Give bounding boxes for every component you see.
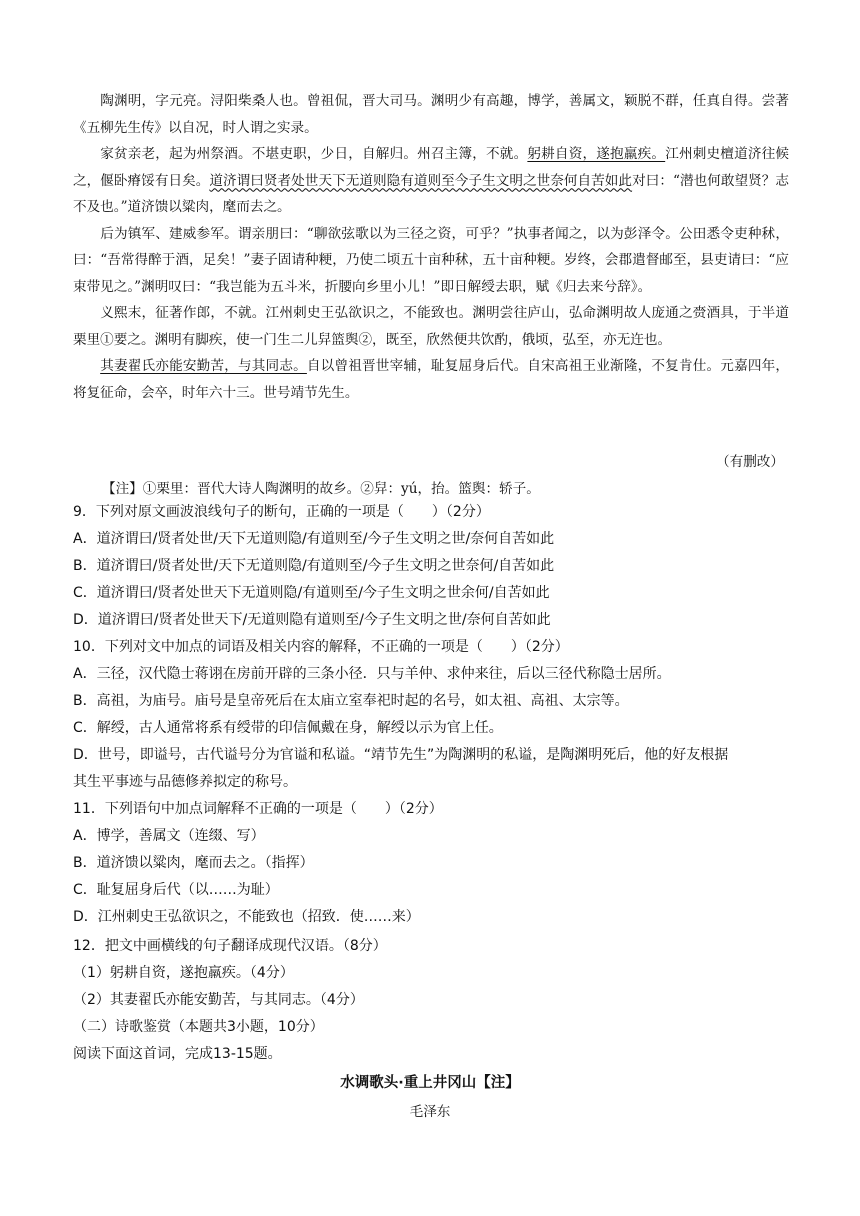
passage-paragraph-4: 义熙末，征著作郎，不就。江州刺史王弘欲识之，不能致也。渊明尝往庐山，弘命渊明故人庞通之赍酒具，于半道栗里①要之。渊明有脚疾，使一门生二儿舁篮舆②，既至，欣然便共饮酌，俄顷，弘至，亦无迕也。 bbox=[73, 305, 789, 348]
option-9d: D．道济谓曰/贤者处世天下/无道则隐有道则至/今子生文明之世/奈何自苦如此 bbox=[73, 612, 551, 628]
source-note: （有删改） bbox=[716, 454, 784, 470]
poem-title: 水调歌头·重上井冈山【注】 bbox=[340, 1075, 520, 1091]
option-9b: B．道济谓曰/贤者处世/天下无道则隐/有道则至/今子生文明之世奈何/自苦如此 bbox=[73, 558, 555, 574]
option-11b: B．道济馈以粱肉，麾而去之。（指挥） bbox=[73, 855, 314, 871]
question-12: 12．把文中画横线的句子翻译成现代汉语。（8分） bbox=[73, 938, 387, 954]
passage-paragraph-5 bbox=[73, 353, 789, 406]
underlined-sentence-2: 其妻翟氏亦能安勤苦，与其同志。 bbox=[100, 358, 307, 374]
option-9a: A．道济谓曰/贤者处世/天下无道则隐/有道则至/今子生文明之世/奈何自苦如此 bbox=[73, 531, 555, 547]
passage-text: 对曰：“潜也何敢望贤？志不及也。”道济馈以粱肉，麾而去之。 bbox=[73, 172, 790, 215]
section-2-heading: （二）诗歌鉴赏（本题共3小题，10分） bbox=[73, 1019, 324, 1035]
option-11c: C．耻复屈身后代（以……为耻） bbox=[73, 882, 279, 898]
question-12-part1: （1）躬耕自资，遂抱羸疾。（4分） bbox=[73, 965, 294, 981]
underlined-sentence-1: 躬耕自资，遂抱羸疾。 bbox=[527, 146, 666, 162]
footnote: 【注】①栗里：晋代大诗人陶渊明的故乡。②舁：yú，抬。篮舆：轿子。 bbox=[102, 481, 540, 497]
option-9c: C．道济谓曰/贤者处世天下无道则隐/有道则至/今子生文明之世余何/自苦如此 bbox=[73, 585, 550, 601]
wavy-line-sentence: 道济谓曰贤者处世天下无道则隐有道则至今子生文明之世奈何自苦如此 bbox=[209, 172, 633, 189]
option-10b: B．高祖，为庙号。庙号是皇帝死后在太庙立室奉祀时起的名号，如太祖、高祖、太宗等。 bbox=[73, 693, 629, 709]
question-10: 10．下列对文中加点的词语及相关内容的解释，不正确的一项是（ ）（2分） bbox=[73, 639, 569, 655]
passage-text: 江州刺史檀道济往候之，偃卧瘠馁有日矣。 bbox=[73, 146, 790, 189]
classical-passage bbox=[73, 88, 789, 406]
option-11d: D．江州刺史王弘欲识之，不能致也（招致．使……来） bbox=[73, 909, 420, 925]
question-11: 11．下列语句中加点词解释不正确的一项是（ ）（2分） bbox=[73, 801, 443, 817]
passage-paragraph-2 bbox=[73, 141, 789, 221]
option-10c: C．解绶，古人通常将系有绶带的印信佩戴在身，解绶以示为官上任。 bbox=[73, 720, 503, 736]
poem-author: 毛泽东 bbox=[409, 1104, 451, 1120]
passage-paragraph-3: 后为镇军、建威参军。谓亲朋曰：“聊欲弦歌以为三径之资，可乎？”执事者闻之，以为彭泽令。公田悉令吏种秫，曰：“吾常得醉于酒，足矣！”妻子固请种粳，乃使二顷五十亩种秫，五十亩种粳。岁终，会郡遣督邮至，县吏请曰：“应束带见之。”渊明叹曰：“我岂能为五斗米，折腰向乡里小儿！”即日解绶去职，赋《归去来兮辞》。 bbox=[73, 225, 789, 295]
option-10a: A．三径，汉代隐士蒋诩在房前开辟的三条小径．只与羊仲、求仲来往，后以三径代称隐士居所。 bbox=[73, 666, 671, 682]
option-11a: A．博学，善属文（连缀、写） bbox=[73, 828, 265, 844]
passage-text: 家贫亲老，起为州祭酒。不堪吏职，少日，自解归。州召主簿，不就。 bbox=[100, 146, 528, 162]
reading-instruction: 阅读下面这首词，完成13-15题。 bbox=[73, 1046, 282, 1062]
option-10d-line2: 其生平事迹与品德修养拟定的称号。 bbox=[73, 774, 297, 790]
option-10d-line1: D．世号，即谥号，古代谥号分为官谥和私谥。“靖节先生”为陶渊明的私谥，是陶渊明死后，他的好友根据 bbox=[73, 747, 729, 763]
question-12-part2: （2）其妻翟氏亦能安勤苦，与其同志。（4分） bbox=[73, 992, 364, 1008]
question-9: 9．下列对原文画波浪线句子的断句，正确的一项是（ ）（2分） bbox=[73, 504, 490, 520]
passage-paragraph-1: 陶渊明，字元亮。浔阳柴桑人也。曾祖侃，晋大司马。渊明少有高趣，博学，善属文，颖脱不群，任真自得。尝著《五柳先生传》以自况，时人谓之实录。 bbox=[73, 93, 789, 136]
passage-text: 自以曾祖晋世宰辅，耻复屈身后代。自宋高祖王业渐隆，不复肯仕。元嘉四年，将复征命，会卒，时年六十三。世号靖节先生。 bbox=[73, 358, 790, 401]
